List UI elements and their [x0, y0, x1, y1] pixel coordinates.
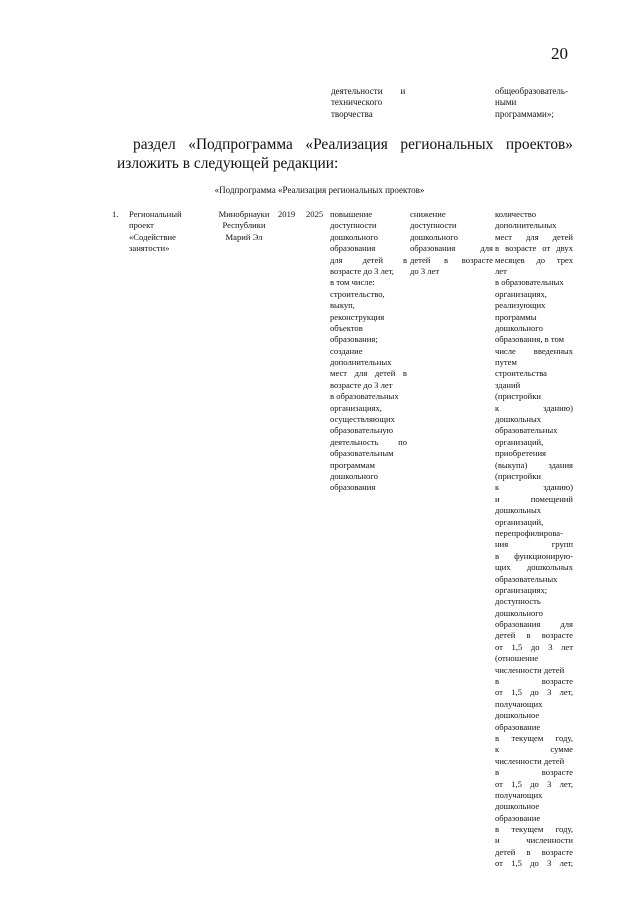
cell-line: к сумме — [495, 744, 573, 755]
cell-line: в возрасте — [495, 676, 573, 687]
cell-line: Марий Эл — [225, 231, 263, 242]
cell-line: проект — [129, 220, 154, 231]
indicators-cell — [495, 209, 573, 870]
cell-line: мест для детей — [495, 231, 573, 242]
cell-line: в функционирую- — [495, 550, 573, 561]
cell-line: организациях, — [330, 402, 382, 413]
cell-line: доступности — [330, 220, 377, 231]
cell-line: и численности — [495, 835, 573, 846]
continuation-cell-programs — [495, 86, 568, 120]
cell-line: месяцев до трех — [495, 254, 573, 265]
continuation-line: ными — [495, 97, 517, 108]
cell-line: программы — [495, 311, 537, 322]
cell-line: доступности — [410, 220, 457, 231]
cell-line: дошкольных — [495, 505, 542, 516]
cell-line: дополнительных — [330, 357, 392, 368]
end-year-cell — [306, 209, 328, 220]
continuation-line: творчества — [331, 108, 373, 119]
cell-line: строительство, — [330, 288, 385, 299]
cell-line: путем — [495, 357, 517, 368]
continuation-line: программами»; — [495, 108, 554, 119]
cell-line: к зданию) — [495, 482, 573, 493]
cell-line: (пристройки — [495, 470, 541, 481]
cell-line: до 3 лет — [410, 265, 440, 276]
cell-line: детей в возрасте — [410, 254, 493, 265]
instruction-line: изложить в следующей редакции: — [117, 154, 339, 172]
cell-line: реконструкция — [330, 311, 385, 322]
cell-line: Региональный — [129, 209, 182, 219]
cell-line: организациях; — [495, 584, 548, 595]
project-name-cell — [129, 209, 187, 255]
cell-line: дошкольного — [495, 607, 543, 618]
start-year: 2019 — [278, 209, 296, 219]
cell-line: возрасте до 3 лет, — [330, 265, 394, 276]
cell-line: образования — [330, 243, 376, 254]
row-number — [112, 209, 128, 220]
cell-line: доступность — [495, 596, 541, 607]
page-number: 20 — [551, 44, 568, 63]
cell-line: в возрасте — [495, 767, 573, 778]
cell-line: в образовательных — [495, 277, 564, 288]
cell-line: дошкольного — [410, 231, 458, 242]
cell-line: осуществляющих — [330, 414, 395, 425]
cell-line: занятости» — [129, 243, 170, 254]
cell-line: от 1,5 до 3 лет, — [495, 778, 573, 789]
cell-line: к зданию) — [495, 402, 573, 413]
cell-line: объектов — [330, 322, 363, 333]
cell-line: возрасте до 3 лет — [330, 379, 393, 390]
cell-line: в том числе: — [330, 277, 375, 288]
instruction-line: раздел «Подпрограмма «Реализация региональных проектов» — [133, 136, 573, 153]
continuation-line: деятельности и — [331, 86, 406, 96]
cell-line: щих дошкольных — [495, 562, 573, 573]
amendment-instruction — [117, 136, 573, 173]
cell-line: (отношение — [495, 653, 539, 664]
cell-line: лет — [495, 265, 507, 276]
continuation-line: технического — [331, 97, 383, 108]
cell-line: выкуп, — [330, 300, 355, 311]
cell-line: образования, в том — [495, 334, 565, 345]
cell-line: образования для — [495, 619, 573, 630]
cell-line: снижение — [410, 209, 446, 219]
cell-line: от 1,5 до 3 лет, — [495, 858, 573, 869]
cell-line: образование — [495, 812, 541, 823]
cell-line: дошкольное — [495, 710, 540, 721]
cell-line: дошкольного — [330, 231, 378, 242]
cell-line: числе введенных — [495, 345, 573, 356]
cell-line: от 1,5 до 3 лет, — [495, 687, 573, 698]
cell-line: организаций, — [495, 436, 544, 447]
cell-line: (пристройки — [495, 391, 541, 402]
cell-line: в возрасте от двух — [495, 243, 573, 254]
cell-line: дошкольное — [495, 801, 540, 812]
cell-line: строительства — [495, 368, 547, 379]
cell-line: численности детей — [495, 755, 565, 766]
cell-line: Минобрнауки — [218, 209, 270, 219]
cell-line: Республики — [222, 220, 266, 231]
cell-line: образовательных — [495, 425, 558, 436]
subprogram-title: «Подпрограмма «Реализация региональных проектов» — [214, 185, 425, 195]
cell-line: перепрофилирова- — [495, 527, 563, 538]
cell-line: образования — [330, 482, 376, 493]
cell-line: реализующих — [495, 300, 546, 311]
cell-line: образовательную — [330, 425, 394, 436]
end-year: 2025 — [306, 209, 324, 219]
cell-line: зданий — [495, 379, 521, 390]
cell-line: программам — [330, 459, 375, 470]
cell-line: в текущем году, — [495, 732, 573, 743]
expected-result-cell — [330, 209, 407, 494]
cell-line: дошкольного — [330, 470, 378, 481]
cell-line: приобретения — [495, 448, 546, 459]
cell-line: в образовательных — [330, 391, 399, 402]
cell-line: деятельность по — [330, 436, 407, 447]
cell-line: и помещений — [495, 493, 573, 504]
cell-line: образование — [495, 721, 541, 732]
cell-line: ния групп — [495, 539, 573, 550]
cell-line: организациях, — [495, 288, 547, 299]
cell-line: «Содействие — [129, 231, 176, 242]
cell-line: численности детей — [495, 664, 565, 675]
effect-cell — [410, 209, 493, 277]
cell-line: мест для детей в — [330, 368, 407, 379]
cell-line: детей в возрасте — [495, 846, 573, 857]
cell-line: дополнительных — [495, 220, 557, 231]
cell-line: количество — [495, 209, 537, 219]
cell-line: детей в возрасте — [495, 630, 573, 641]
cell-line: образовательных — [495, 573, 558, 584]
cell-line: для детей в — [330, 254, 407, 265]
cell-line: (выкупа) здания — [495, 459, 573, 470]
cell-line: создание — [330, 345, 363, 356]
cell-line: от 1,5 до 3 лет — [495, 641, 573, 652]
cell-line: образования для — [410, 243, 493, 254]
responsible-cell — [214, 209, 274, 243]
cell-line: дошкольного — [495, 322, 543, 333]
row-number-text: 1. — [112, 209, 119, 219]
cell-line: дошкольных — [495, 414, 542, 425]
cell-line: организаций, — [495, 516, 544, 527]
cell-line: получающих — [495, 789, 543, 800]
cell-line: повышение — [330, 209, 373, 219]
start-year-cell — [278, 209, 300, 220]
cell-line: образовательным — [330, 448, 394, 459]
cell-line: в текущем году, — [495, 824, 573, 835]
continuation-cell-activity — [331, 86, 405, 120]
continuation-line: общеобразователь- — [495, 86, 568, 96]
cell-line: получающих — [495, 698, 543, 709]
cell-line: образования; — [330, 334, 378, 345]
